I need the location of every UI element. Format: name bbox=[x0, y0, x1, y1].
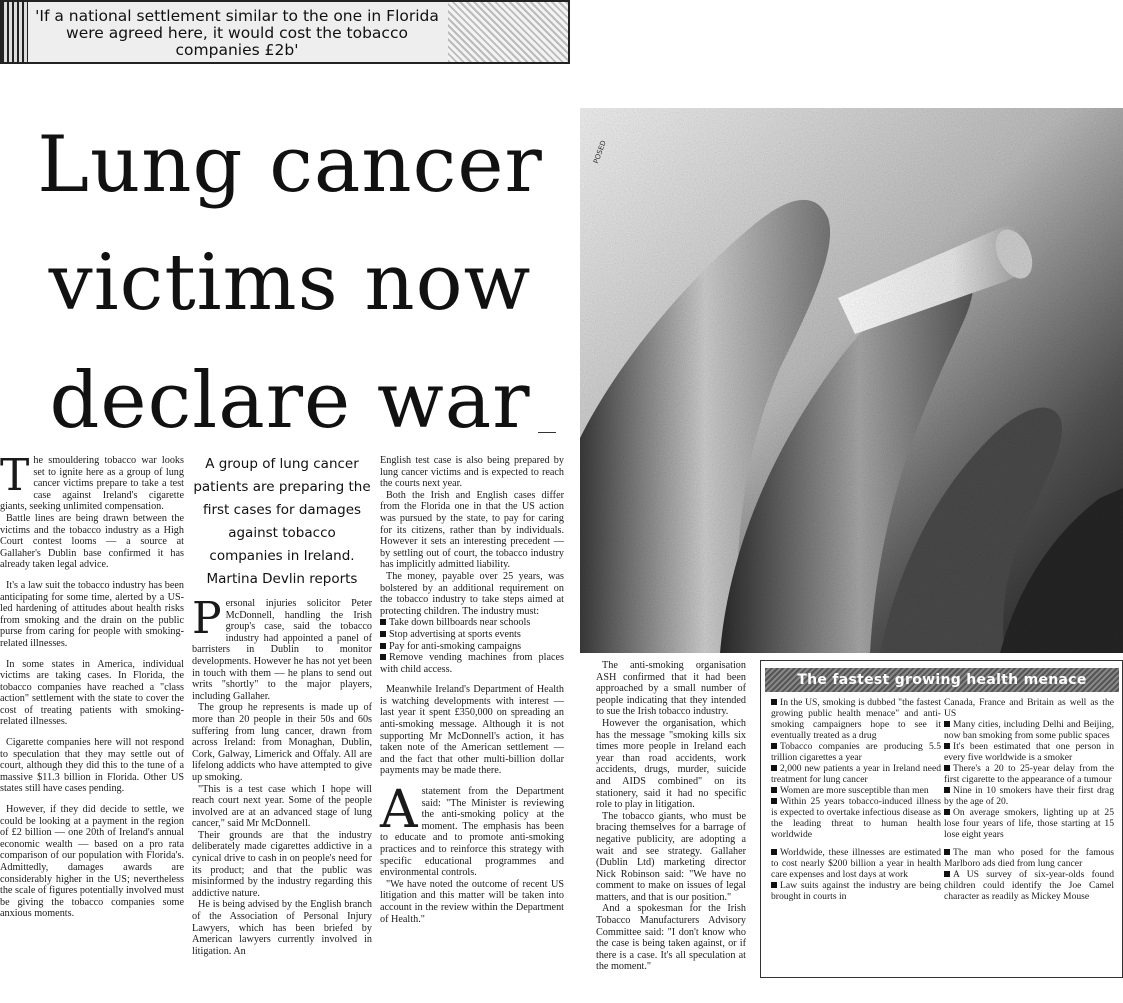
paragraph: The money, payable over 25 years, was bolstered by an additional requirement on the tobacco industry to take steps aimed at protecting children. The industry must: bbox=[380, 570, 564, 617]
fact-item: Nine in 10 smokers have their first drag by the age of 20. bbox=[944, 785, 1114, 807]
paragraph: The group he represents is made up of more than 20 people in their 50s and 60s suffering from lung cancer, drawn from across Ireland: from Monaghan, Dublin, Cork, Galway, Limerick and Offaly. All are lifelong addicts who have attempted to give up smoking. bbox=[192, 702, 372, 783]
fact-item: There's a 20 to 25-year delay from the first cigarette to the appearance of a tumour bbox=[944, 763, 1114, 785]
bullet-icon bbox=[380, 654, 386, 660]
paragraph: The tobacco giants, who must be bracing themselves for a barrage of negative publicity, are adopting a wait and see strategy. Gallaher (Dublin Ltd) marketing director Nick Robinson said: "We have no comment to make on issues of legal matters, and that is our position." bbox=[596, 810, 746, 903]
list-item: Stop advertising at sports events bbox=[380, 629, 564, 641]
paragraph: English test case is also being prepared by lung cancer victims and is expected to reach the courts next year. bbox=[380, 455, 564, 490]
drop-cap: P bbox=[192, 593, 222, 644]
paragraph: Their grounds are that the industry deliberately made cigarettes addictive in a cynical drive to cash in on people's need for its product; and that the public was misinformed by the industry regarding this addictive nature. bbox=[192, 829, 372, 899]
article-column-1 bbox=[0, 450, 184, 920]
headline-line: Lung cancer bbox=[37, 120, 543, 210]
paragraph: "This is a test case which I hope will reach court next year. Some of the people involved are at an advanced stage of lung cancer," said Mr McDonnell. bbox=[192, 783, 372, 830]
bullet-icon bbox=[771, 849, 777, 855]
bullet-icon bbox=[944, 871, 950, 877]
paragraph: He is being advised by the English branch of the Association of Personal Injury Lawyers, which has been briefed by American lawyers currently involved in litigation. An bbox=[192, 899, 372, 957]
bullet-icon bbox=[380, 631, 386, 637]
bullet-icon bbox=[944, 787, 950, 793]
decorative-halftone bbox=[448, 2, 568, 62]
paragraph: Battle lines are being drawn between the victims and the tobacco industry as a High Court contest looms — a source at Gallaher's Dublin base confirmed it has already taken legal advice. bbox=[0, 512, 184, 571]
bullet-icon bbox=[944, 849, 950, 855]
paragraph: Cigarette companies here will not respond to speculation that they may settle out of court, although they did this to the tune of a massive $11.3 billion in Florida. Other US states still have cases pending. bbox=[0, 737, 184, 795]
fact-item: Many cities, including Delhi and Beijing, now ban smoking from some public spaces bbox=[944, 719, 1114, 741]
drop-cap: A bbox=[380, 780, 418, 841]
paragraph: The anti-smoking organisation ASH confirmed that it had been approached by a small number of people indicating that they intended to sue the Irish tobacco industry. bbox=[596, 660, 746, 718]
paragraph: However the organisation, which has the message "smoking kills six times more people in Ireland each year than road accidents, work accidents, drugs, murder, suicide and AIDS combined" on its stationery, said it had no specific role to play in litigation. bbox=[596, 717, 746, 811]
fact-item-continued: Canada, France and Britain as well as the US bbox=[944, 697, 1114, 719]
bullet-icon bbox=[771, 743, 777, 749]
decorative-stripe bbox=[2, 2, 28, 62]
bullet-icon bbox=[380, 619, 386, 625]
paragraph: And a spokesman for the Irish Tobacco Manufacturers Advisory Committee said: "I don't know who the case is being taken against, or if there is a case. It's all speculation at the moment." bbox=[596, 903, 746, 973]
bullet-icon bbox=[380, 643, 386, 649]
photo-caption: POSED bbox=[592, 139, 608, 165]
fact-item: Within 25 years tobacco-induced illness is expected to overtake infectious disease as the leading threat to human health worldwide bbox=[771, 796, 941, 840]
paragraph: Meanwhile Ireland's Department of Health is watching developments with interest — last year it spent £350,000 on spreading an anti-smoking message. Although it is not supporting Mr McDonnell's action, it has taken note of the American settlement — and the fact that other multi-billion dollar payments may be made there. bbox=[380, 684, 564, 777]
fact-item: The man who posed for the famous Marlboro ads died from lung cancer bbox=[944, 847, 1114, 869]
bullet-icon bbox=[944, 809, 950, 815]
fact-item: On average smokers, lighting up at 25 lose four years of life, those starting at 15 lose eight years bbox=[944, 807, 1114, 840]
fact-box bbox=[760, 660, 1123, 978]
bullet-icon bbox=[771, 699, 777, 705]
bullet-icon bbox=[944, 765, 950, 771]
article-column-3 bbox=[380, 455, 564, 925]
headline-line: declare war bbox=[49, 356, 531, 446]
article-column-4 bbox=[596, 660, 746, 973]
bullet-icon bbox=[944, 721, 950, 727]
pull-quote-text: 'If a national settlement similar to the one in Florida were agreed here, it would cost the tobacco companies £2b' bbox=[35, 7, 439, 59]
paragraph: In some states in America, individual victims are taking cases. In Florida, the tobacco companies have reached a "class action" settlement with the state to cover the cost of treating patients with smoking-related illnesses. bbox=[0, 658, 184, 728]
bullet-icon bbox=[944, 743, 950, 749]
bullet-icon bbox=[771, 882, 777, 888]
bullet-icon bbox=[771, 798, 777, 804]
fact-box-column-right bbox=[944, 697, 1114, 902]
pull-quote-box bbox=[0, 0, 570, 64]
paragraph: "We have noted the outcome of recent US litigation and this matter will be taken into account in the review within the Department of Health." bbox=[380, 878, 564, 925]
fact-item: 2,000 new patients a year in Ireland need treatment for lung cancer bbox=[771, 763, 941, 785]
fact-box-column-left bbox=[771, 697, 941, 902]
list-item: Pay for anti-smoking campaigns bbox=[380, 641, 564, 653]
headline-line: victims now bbox=[48, 238, 532, 328]
fact-item: A US survey of six-year-olds found children could identify the Joe Camel character as readily as Mickey Mouse bbox=[944, 869, 1114, 902]
fact-box-title: The fastest growing health menace bbox=[765, 668, 1119, 692]
cigarette-photo bbox=[580, 108, 1123, 653]
cigarette-hand-illustration bbox=[580, 108, 1123, 653]
fact-item: Women are more susceptible than men bbox=[771, 785, 941, 796]
fact-item: Worldwide, these illnesses are estimated to cost nearly $200 billion a year in health care expenses and lost days at work bbox=[771, 847, 941, 880]
list-item: Take down billboards near schools bbox=[380, 617, 564, 629]
paragraph: It's a law suit the tobacco industry has been anticipating for some time, alerted by a US-led hardening of attitudes about health risks from smoking and the drain on the public purse from caring for people with smoking-related illnesses. bbox=[0, 579, 184, 649]
paragraph: The smouldering tobacco war looks set to ignite here as a group of lung cancer victims prepare to take a test case against Ireland's cigarette giants, seeking unlimited compensation. bbox=[0, 450, 184, 513]
list-item: Remove vending machines from places with child access. bbox=[380, 652, 564, 675]
fact-item: Tobacco companies are producing 5.5 trillion cigarettes a year bbox=[771, 741, 941, 763]
drop-cap: T bbox=[0, 450, 30, 501]
bullet-icon bbox=[771, 787, 777, 793]
rule-mark bbox=[538, 432, 556, 433]
paragraph: Personal injuries solicitor Peter McDonnell, handling the Irish group's case, said the tobacco industry had appointed a panel of barristers in Dublin to monitor developments. However he has not yet been in touch with them — he plans to send out writs "shortly" to the major players, including Gallaher. bbox=[192, 593, 372, 702]
standfirst: A group of lung cancer patients are preparing the first cases for damages against tobacco companies in Ireland. Martina Devlin reports bbox=[193, 456, 371, 587]
headline bbox=[20, 106, 560, 460]
fact-item: It's been estimated that one person in every five worldwide is a smoker bbox=[944, 741, 1114, 763]
article-column-2 bbox=[192, 593, 372, 957]
paragraph: A statement from the Department said: "The Minister is reviewing the anti-smoking policy at the moment. The emphasis has been to educate and to promote anti-smoking practices and to reinforce this strategy with specific educational programmes and environmental controls. bbox=[380, 780, 564, 879]
fact-item: Law suits against the industry are being brought in courts in bbox=[771, 880, 941, 902]
fact-item: In the US, smoking is dubbed "the fastest growing public health menace" and anti-smoking campaigners hope to see it eventually treated as a drug bbox=[771, 697, 941, 741]
paragraph: Both the Irish and English cases differ from the Florida one in that the US action was pursued by the state, to pay for caring for its citizens, rather than by individuals. However it sets an interesting precedent — by settling out of court, the tobacco industry has implicitly admitted liability. bbox=[380, 489, 564, 571]
paragraph: However, if they did decide to settle, we could be looking at a payment in the region of £2 billion — one 20th of Ireland's annual economic wealth — based on a pro rata comparison of our population with Florida's. Admittedly, damages awards are considerably higher in the US; nevertheless the scale of figures potentially involved must be giving the tobacco companies some anxious moments. bbox=[0, 804, 184, 920]
bullet-icon bbox=[771, 765, 777, 771]
